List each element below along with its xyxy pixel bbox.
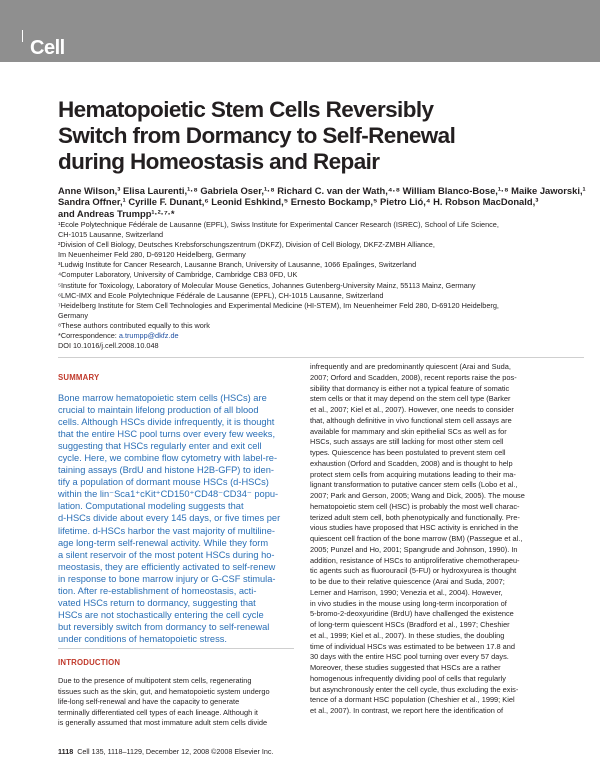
journal-header-bar <box>0 0 600 62</box>
body-line: quiescent cell fraction of the bone marrow (BM) (Passegue et al., <box>310 534 523 543</box>
body-line: et al., 2007). In contrast, we report here the identification of <box>310 706 504 715</box>
affiliation-line: Im Neuenheimer Feld 280, D-69120 Heidelberg, Germany <box>58 250 246 260</box>
author-line: Sandra Offner,¹ Cyrille F. Dunant,⁶ Leonid Eshkind,⁵ Ernesto Bockamp,⁵ Pietro Lió,⁴ H. Robson MacDonald,³ <box>58 196 539 208</box>
intro-line: terminally differentiated cell types of each lineage. Although it <box>58 707 258 717</box>
body-line: types. Quiescence has been postulated to prevent stem cell <box>310 448 506 457</box>
body-line: et al., 2007; Kiel et al., 2007). However, one needs to consider <box>310 405 514 414</box>
body-line: available for mammary and skin epithelial SCs as well as for <box>310 426 507 436</box>
intro-line: Due to the presence of multipotent stem cells, regenerating <box>58 676 252 685</box>
affiliation-line: Germany <box>58 310 89 320</box>
page-number: 1118 <box>58 747 74 756</box>
body-line: vious studies have proposed that HSC activity is enriched in the <box>310 523 519 533</box>
author-line: and Andreas Trumpp¹·²·⁷·* <box>58 207 175 219</box>
journal-logo: Cell <box>30 37 65 59</box>
author-list <box>58 185 586 219</box>
affiliation-line: ⁵Institute for Toxicology, Laboratory of Molecular Mouse Genetics, Johannes Gutenberg-University Mainz, 55113 Mainz, Germany <box>58 280 476 290</box>
summary-line: crucial to maintain lifelong production of all blood <box>58 405 259 416</box>
summary-line: tion. After re-establishment of homeostasis, acti- <box>58 585 257 596</box>
introduction-text <box>58 676 294 729</box>
summary-line: d-HSCs divide about every 145 days, or five times per <box>58 513 281 524</box>
body-line: Lerner and Harrison, 1990; Venezia et al., 2004). However, <box>310 587 503 597</box>
summary-line: lifetime. d-HSCs harbor the vast majority of multiline- <box>58 525 275 536</box>
affiliations <box>58 220 558 351</box>
summary-line: that the entire HSC pool turns over every few weeks, <box>58 429 276 440</box>
header-tick-mark <box>22 30 23 42</box>
title-line: during Homeostasis and Repair <box>58 149 380 174</box>
summary-line: suggesting that HSCs regularly enter and exit cell <box>58 441 262 452</box>
page-footer <box>58 747 274 756</box>
summary-line: vated HSCs return to dormancy, suggesting that <box>58 597 256 608</box>
body-line: 30 days with the entire HSC pool turning over every 57 days. <box>310 652 509 662</box>
body-line: 5-bromo-2-deoxyuridine (BrdU) have challenged the existence <box>310 609 514 619</box>
summary-line: a silent reservoir of the most potent HSCs during ho- <box>58 549 275 560</box>
affiliation-line: ¹Ecole Polytechnique Fédérale de Lausanne (EPFL), Swiss Institute for Experimental Cancer Research (ISREC), School of Life Science, <box>58 220 499 229</box>
body-line: tic agents such as fluorouracil (5-FU) or hydroxyurea is thought <box>310 566 517 576</box>
body-line: et al., 1999; Kiel et al., 2007). In these studies, the doubling <box>310 630 505 640</box>
body-line: of long-term quiescent HSCs (Bradford et al., 1997; Cheshier <box>310 620 510 629</box>
intro-line: is generally assumed that most immature adult stem cells divide <box>58 718 268 728</box>
body-line: in vivo studies in the mouse using long-term incorporation of <box>310 598 507 608</box>
affiliation-line: ⁴Computer Laboratory, University of Cambridge, Cambridge CB3 0FD, UK <box>58 270 298 280</box>
body-line: homogenous infrequently dividing pool of cells that regularly <box>310 673 506 683</box>
summary-line: meostasis, they are efficiently activated to self-renew <box>58 561 276 572</box>
affiliation-line: ⁷Heidelberg Institute for Stem Cell Technologies and Experimental Medicine (HI-STEM), Im Neuenheimer Feld 280, D-69120 Heidelberg, <box>58 300 499 310</box>
summary-line: age long-term self-renewal activity. While they form <box>58 537 269 548</box>
introduction-heading: INTRODUCTION <box>58 658 121 667</box>
body-line: addition, resistance of HSCs to antiproliferative chemotherapeu- <box>310 555 520 565</box>
body-line: exhaustion (Orford and Scadden, 2008) and is thought to help <box>310 458 513 468</box>
correspondence-email-link[interactable]: a.trumpp@dkfz.de <box>118 331 179 341</box>
summary-line: in response to bone marrow injury or G-CSF stimula- <box>58 573 276 584</box>
body-line: terized adult stem cell, both phenotypically and functionally. Pre- <box>310 512 520 522</box>
body-line: infrequently and are predominantly quiescent (Arai and Suda, <box>310 362 511 371</box>
body-line: Moreover, these studies suggested that HSCs are a rather <box>310 663 501 672</box>
summary-line: within the lin⁻Sca1⁺cKit⁺CD150⁺CD48⁻CD34⁻ popu- <box>58 489 279 500</box>
affiliation-line: CH-1015 Lausanne, Switzerland <box>58 230 164 240</box>
correspondence-label: *Correspondence: <box>58 331 119 341</box>
summary-heading: SUMMARY <box>58 373 100 382</box>
summary-line: HSCs are not stochastically entering the cell cycle <box>58 609 264 620</box>
summary-line: Bone marrow hematopoietic stem cells (HSCs) are <box>58 393 267 403</box>
title-line: Hematopoietic Stem Cells Reversibly <box>58 97 434 122</box>
body-line: but asynchronously enter the cell cycle, thus excluding the exis- <box>310 684 519 694</box>
summary-line: under conditions of hematopoietic stress. <box>58 633 227 644</box>
journal-citation: Cell 135, 1118–1129, December 12, 2008 ©2008 Elsevier Inc. <box>77 747 274 756</box>
body-line: 2005; Punzel and Ho, 2001; Spangrude and Johnson, 1990). In <box>310 544 518 554</box>
intro-line: life-long self-renewal and have the capacity to generate <box>58 697 240 707</box>
intro-line: tissues such as the skin, gut, and hematopoietic system undergo <box>58 686 270 696</box>
body-line: 2007; Orford and Scadden, 2008), recent reports raise the pos- <box>310 372 517 382</box>
summary-line: lation. Computational modeling suggests that <box>58 501 244 512</box>
affiliation-line: ³Ludwig Institute for Cancer Research, Lausanne Branch, University of Lausanne, 1066 Epalinges, Switzerland <box>58 260 417 270</box>
body-line: hematopoietic stem cell (HSC) is probably the most well charac- <box>310 501 520 511</box>
title-line: Switch from Dormancy to Self-Renewal <box>58 123 456 148</box>
doi: DOI 10.1016/j.cell.2008.10.048 <box>58 341 159 351</box>
affiliation-line: ⁶LMC-IMX and Ecole Polytechnique Fédérale de Lausanne (EPFL), CH-1015 Lausanne, Switzerland <box>58 290 384 300</box>
right-column-text <box>310 362 586 717</box>
body-line: stem cells or that it may depend on the stem cell type (Barker <box>310 394 511 404</box>
body-line: lignant transformation to putative cancer stem cells (Lobo et al., <box>310 480 518 490</box>
summary-line: cycle. Here, we combine flow cytometry with label-re- <box>58 453 278 464</box>
affiliation-line: ²Division of Cell Biology, Deutsches Krebsforschungszentrum (DKFZ), Division of Cell Biology, DKFZ-ZMBH Alliance, <box>58 240 435 250</box>
body-line: 2007; Park and Gerson, 2005; Wang and Dick, 2005). The mouse <box>310 491 525 500</box>
article-title <box>58 97 578 175</box>
body-line: sibility that dormancy is either not a typical feature of somatic <box>310 383 510 393</box>
body-line: protect stem cells from acquiring mutations leading to their ma- <box>310 469 516 479</box>
summary-line: taining assays (BrdU and histone H2B-GFP) to iden- <box>58 465 274 476</box>
body-line: to be due to their relative quiescence (Arai and Suda, 2007; <box>310 577 505 586</box>
summary-text <box>58 392 294 645</box>
summary-divider <box>58 648 294 649</box>
correspondence <box>58 331 558 341</box>
author-line: Anne Wilson,³ Elisa Laurenti,¹·⁸ Gabriela Oser,¹·⁸ Richard C. van der Wath,⁴·⁸ William Blanco-Bose,¹·⁸ Maike Jaworski,¹ <box>58 185 586 196</box>
affiliation-line: ⁸These authors contributed equally to this work <box>58 320 210 330</box>
body-line: HSCs, such assays are still lacking for most other stem cell <box>310 437 504 447</box>
body-line: that, although definitive in vivo functional stem cell assays are <box>310 415 512 425</box>
summary-line: tify a population of dormant mouse HSCs (d-HSCs) <box>58 477 269 488</box>
summary-line: but reversibly switch from dormancy to self-renewal <box>58 621 270 632</box>
body-line: time of individual HSCs was estimated to be between 17.8 and <box>310 641 516 651</box>
section-divider <box>58 357 584 358</box>
summary-line: cells. Although HSCs divide infrequently, it is thought <box>58 417 275 428</box>
body-line: tence of a dormant HSC population (Cheshier et al., 1999; Kiel <box>310 695 515 705</box>
